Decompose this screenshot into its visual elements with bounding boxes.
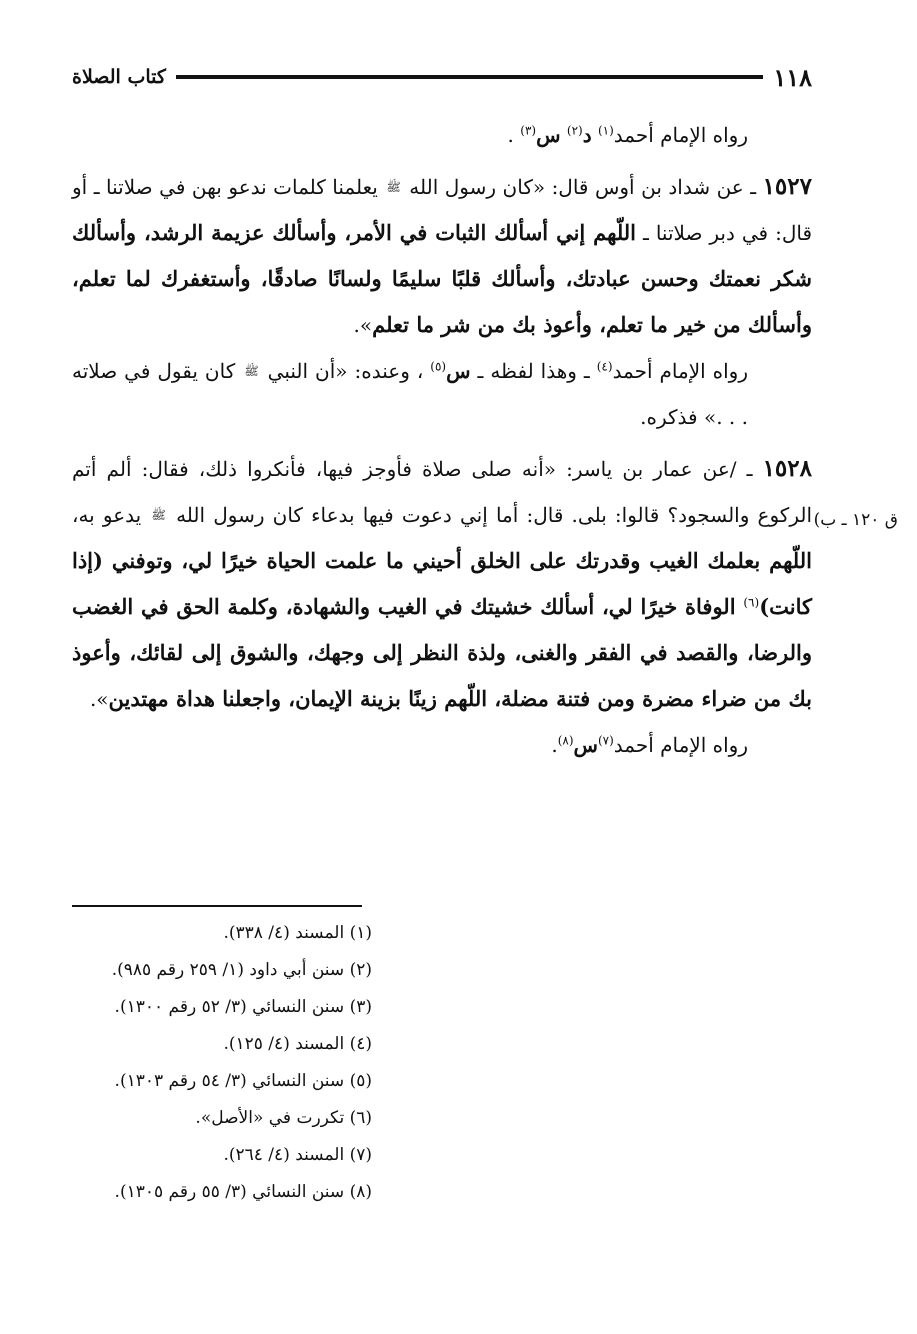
hadith-number: ١٥٢٧ [762,173,812,200]
source-end: . [551,733,558,757]
abu-dawud-ref: د [582,123,592,147]
source-text: رواه الإمام أحمد [613,123,748,147]
footnote-item: (٤) المسند (٤/ ١٢٥). [223,1034,372,1054]
footnote-item: (٣) سنن النسائي (٣/ ٥٢ رقم ١٣٠٠). [114,997,372,1017]
footnote-ref-7: (٧) [597,733,614,748]
footnote-rule [72,905,362,907]
footnote-item: (٦) تكررت في «الأصل». [195,1108,372,1128]
dua-text: الوفاة خيرًا لي، أسألك خشيتك في الغيب والشهادة، وكلمة الحق في الغضب والرضا، والقصد في الفقر والغنى، ولذة النظر إلى وجهك، والشوق إلى لقائك، وأعوذ بك من ضراء مضرة ومن فتنة مضلة، اللّهم زينًا بزينة الإيمان، واجعلنا هداة مهتدين [72,594,812,711]
hadith-text: يعلمنا كلمات ندعو بهن في صلاتنا ـ أو قال: في دبر صلاتنا ـ [72,175,812,245]
salawat-glyph: ﷺ [151,508,166,522]
footnote-ref-5: (٥) [430,359,447,374]
hadith-text: يدعو به، [72,503,150,527]
nasai-ref: س [573,733,598,757]
source-paragraph-2 [72,348,812,440]
header-rule [176,75,763,79]
salawat-glyph: ﷺ [244,364,259,378]
hadith-1528 [72,446,812,722]
hadith-intro: ـ عن شداد بن أوس قال: «كان رسول الله [402,175,763,199]
source-text: ـ وهذا لفظه ـ [470,359,597,383]
hadith-closing: ». [89,687,109,711]
hadith-closing: ». [353,313,373,337]
footnote-item: (٥) سنن النسائي (٣/ ٥٤ رقم ١٣٠٣). [114,1071,372,1091]
book-page [72,50,898,1300]
source-text: رواه الإمام أحمد [613,733,748,757]
source-end: . [507,123,521,147]
main-text [72,112,812,768]
dua-text: اللّهم إني أسألك الثبات في الأمر، وأسألك عزيمة الرشد، وأسألك شكر نعمتك وحسن عبادتك، وأسألك قلبًا سليمًا ولسانًا صادقًا، وأستغفرك لما تعلم، وأسألك من خير ما تعلم، وأعوذ بك من شر ما تعلم [72,220,812,337]
salawat-glyph: ﷺ [386,180,401,194]
footnote-ref-4: (٤) [596,359,613,374]
footnote-ref-8: (٨) [557,733,574,748]
dua-text: اللّهم بعلمك الغيب وقدرتك على الخلق أحيني ما علمت الحياة خيرًا لي، وتوفني (إذا كانت) [72,548,812,619]
source-paragraph-3 [72,722,812,768]
hadith-intro: ـ /عن عمار بن ياسر: «أنه صلى صلاة فأوجز فيها، فأنكروا ذلك، فقال: ألم أتم الركوع والسجود؟ قالوا: بلى. قال: أما إني دعوت فيها بدعاء كان رسول الله [72,457,813,527]
source-text: رواه الإمام أحمد [612,359,749,383]
footnote-item: (٨) سنن النسائي (٣/ ٥٥ رقم ١٣٠٥). [114,1182,372,1202]
hadith-number: ١٥٢٨ [762,455,812,482]
page-number: ١١٨ [773,62,812,92]
nasai-ref: س [446,359,471,383]
footnote-item: (٧) المسند (٤/ ٢٦٤). [223,1145,372,1165]
page-header [72,60,812,94]
book-title: كتاب الصلاة [72,66,166,88]
source-text: ، وعنده: «أن النبي [260,359,431,383]
footnote-ref-3: (٣) [520,123,537,138]
footnote-item: (٢) سنن أبي داود (١/ ٢٥٩ رقم ٩٨٥). [111,960,372,980]
source-paragraph-1 [72,112,812,158]
manuscript-margin-note: ق ١٢٠ ـ ب) [813,510,898,530]
footnote-item: (١) المسند (٤/ ٣٣٨). [223,923,372,943]
footnote-ref-6: (٦) [743,595,760,610]
footnote-ref-1: (١) [597,123,614,138]
source-text: كان يقول في صلاته . . .» فذكره. [72,359,748,429]
nasai-ref: س [536,123,561,147]
footnotes-list [72,915,372,1211]
hadith-1527 [72,164,812,348]
footnote-ref-2: (٢) [566,123,583,138]
